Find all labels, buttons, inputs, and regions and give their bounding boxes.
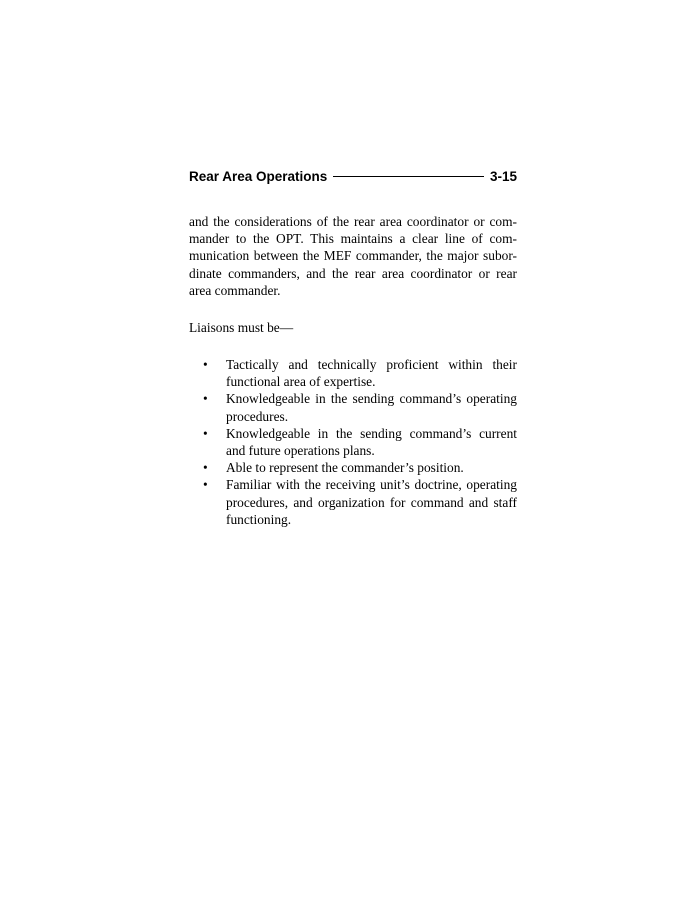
- list-intro: Liaisons must be—: [189, 320, 294, 335]
- running-header: [189, 167, 517, 185]
- list-item-line: Able to represent the commander’s position.: [226, 460, 464, 476]
- paragraph-line: area commander.: [189, 282, 281, 298]
- paragraph-line: mander to the OPT. This maintains a clear line of com-: [189, 231, 517, 247]
- chapter-title: Rear Area Operations: [189, 168, 328, 184]
- page-number: 3-15: [489, 168, 517, 184]
- header-rule: [333, 176, 484, 177]
- list-item-line: Tactically and technically proficient within their: [226, 357, 517, 372]
- body-paragraph: [189, 213, 517, 299]
- bullet-icon: •: [203, 425, 208, 441]
- list-item: [189, 476, 517, 528]
- list-item: [189, 425, 517, 459]
- list-item: [189, 459, 517, 476]
- list-item-line: procedures, and organization for command and staff: [226, 494, 517, 510]
- list-item-line: and future operations plans.: [226, 442, 375, 458]
- paragraph-line: and the considerations of the rear area coordinator or com-: [189, 214, 517, 229]
- paragraph-line: dinate commanders, and the rear area coordinator or rear: [189, 265, 517, 281]
- bullet-icon: •: [203, 460, 208, 476]
- bullet-icon: •: [203, 357, 208, 372]
- list-item-line: Knowledgeable in the sending command’s operating: [226, 391, 517, 407]
- bullet-list: [189, 356, 517, 528]
- list-item-line: procedures.: [226, 408, 289, 424]
- bullet-icon: •: [203, 477, 208, 493]
- list-item-line: Knowledgeable in the sending command’s current: [226, 425, 517, 441]
- paragraph-line: munication between the MEF commander, the major subor-: [189, 248, 517, 264]
- list-item: [189, 390, 517, 424]
- list-item: [189, 356, 517, 390]
- list-item-line: functioning.: [226, 511, 292, 527]
- list-item-line: functional area of expertise.: [226, 374, 376, 390]
- bullet-icon: •: [203, 391, 208, 407]
- list-item-line: Familiar with the receiving unit’s doctrine, operating: [226, 477, 517, 493]
